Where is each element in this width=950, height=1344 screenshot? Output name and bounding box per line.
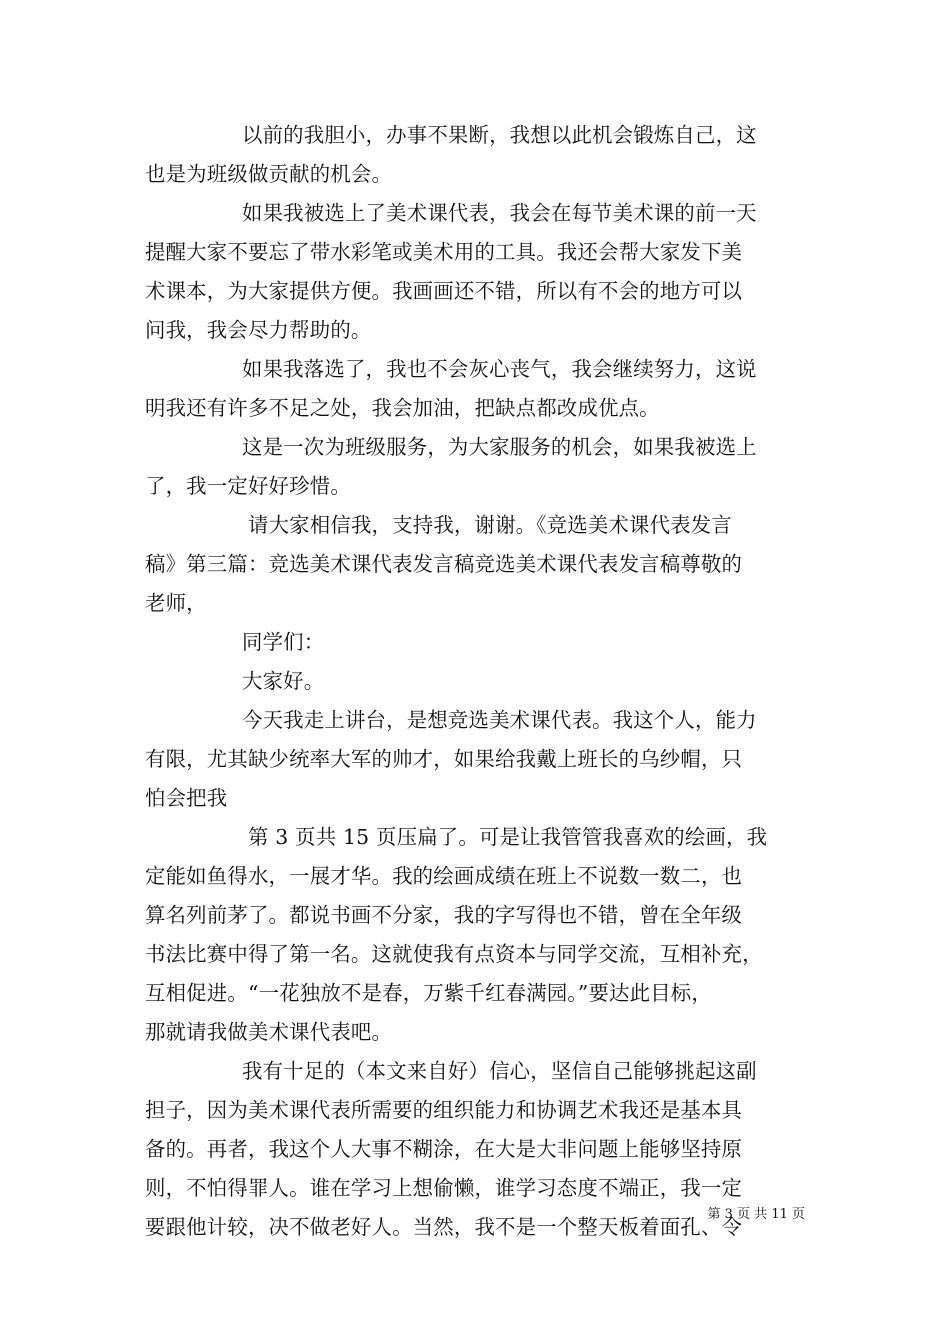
text-line: 第 3 页共 15 页压扁了。可是让我管管我喜欢的绘画，我: [248, 825, 768, 849]
text-line: 也是为班级做贡献的机会。: [145, 162, 393, 186]
text-line: 如果我被选上了美术课代表，我会在每节美术课的前一天: [242, 201, 757, 225]
text-line: 怕会把我: [145, 786, 228, 810]
text-line: 则，不怕得罪人。谁在学习上想偷懒，谁学习态度不端正，我一定: [145, 1176, 743, 1200]
text-line: 术课本，为大家提供方便。我画画还不错，所以有不会的地方可以: [145, 279, 743, 303]
text-line: 老师，: [145, 591, 207, 615]
text-line: 我有十足的（本文来自好）信心，坚信自己能够挑起这副: [242, 1059, 757, 1083]
text-line: 算名列前茅了。都说书画不分家，我的字写得也不错，曾在全年级: [145, 903, 743, 927]
text-line: 了，我一定好好珍惜。: [145, 474, 351, 498]
text-line: 定能如鱼得水，一展才华。我的绘画成绩在班上不说数一数二，也: [145, 864, 743, 888]
text-line: 要跟他计较，决不做老好人。当然，我不是一个整天板着面孔、令: [145, 1215, 743, 1239]
text-line: 那就请我做美术课代表吧。: [145, 1020, 393, 1044]
text-line: 互相促进。“一花独放不是春，万紫千红春满园。”要达此目标，: [145, 981, 712, 1005]
text-line: 如果我落选了，我也不会灰心丧气，我会继续努力，这说: [242, 357, 757, 381]
text-line: 担子，因为美术课代表所需要的组织能力和协调艺术我还是基本具: [145, 1098, 743, 1122]
text-line: 以前的我胆小，办事不果断，我想以此机会锻炼自己，这: [242, 123, 757, 147]
document-body: [145, 116, 810, 1247]
text-line: 请大家相信我，支持我，谢谢。《竞选美术课代表发言: [248, 513, 732, 537]
text-line: 今天我走上讲台，是想竞选美术课代表。我这个人，能力: [242, 708, 757, 732]
text-line: 大家好。: [242, 669, 325, 693]
page-number-footer: 第 3 页 共 11 页: [707, 1207, 805, 1222]
text-line: 有限，尤其缺少统率大军的帅才，如果给我戴上班长的乌纱帽，只: [145, 747, 743, 771]
text-line: 提醒大家不要忘了带水彩笔或美术用的工具。我还会帮大家发下美: [145, 240, 743, 264]
text-line: 问我，我会尽力帮助的。: [145, 318, 372, 342]
text-line: 明我还有许多不足之处，我会加油，把缺点都改成优点。: [145, 396, 660, 420]
text-line: 书法比赛中得了第一名。这就使我有点资本与同学交流，互相补充，: [145, 942, 763, 966]
text-line: 这是一次为班级服务，为大家服务的机会，如果我被选上: [242, 435, 757, 459]
text-line: 备的。再者，我这个人大事不糊涂，在大是大非问题上能够坚持原: [145, 1137, 743, 1161]
text-line: 同学们：: [242, 630, 325, 654]
text-line: 稿》第三篇：竞选美术课代表发言稿竞选美术课代表发言稿尊敬的: [145, 552, 743, 576]
